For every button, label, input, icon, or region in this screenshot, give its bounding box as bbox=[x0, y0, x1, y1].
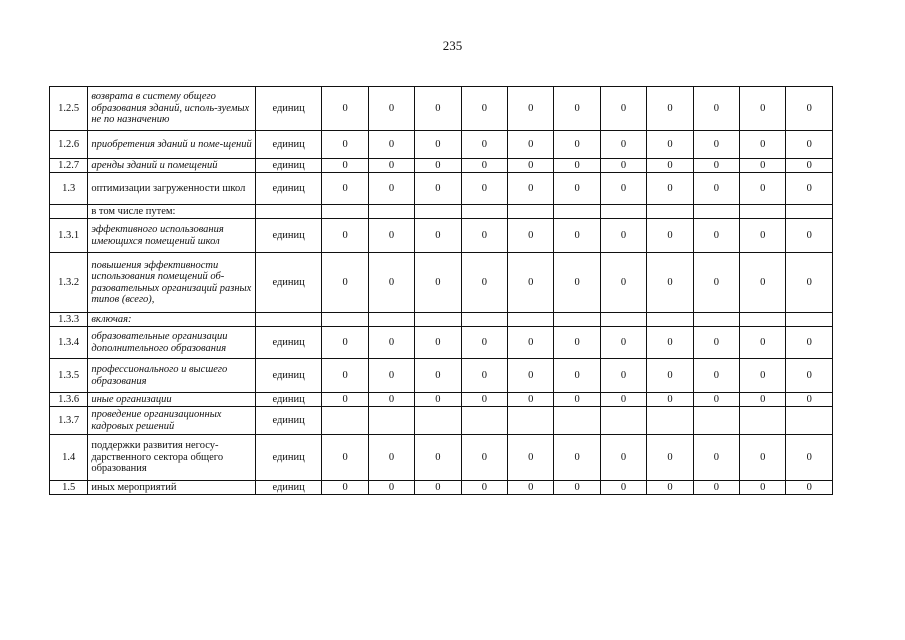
value-cell: 0 bbox=[786, 173, 833, 205]
row-unit: единиц bbox=[255, 359, 322, 393]
value-cell: 0 bbox=[600, 219, 646, 253]
row-description: поддержки развития негосу-дарственного сектора общего образования bbox=[88, 435, 255, 481]
value-cell: 0 bbox=[368, 393, 414, 407]
value-cell: 0 bbox=[368, 253, 414, 313]
value-cell: 0 bbox=[647, 359, 693, 393]
value-cell: 0 bbox=[600, 87, 646, 131]
value-cell: 0 bbox=[461, 435, 507, 481]
value-cell: 0 bbox=[693, 327, 739, 359]
value-cell bbox=[693, 313, 739, 327]
value-cell: 0 bbox=[322, 219, 368, 253]
value-cell: 0 bbox=[647, 393, 693, 407]
table-row bbox=[50, 219, 833, 253]
value-cell: 0 bbox=[415, 87, 461, 131]
row-description: повышения эффективности использования помещений об-разовательных организаций разных типов (всего), bbox=[88, 253, 255, 313]
value-cell: 0 bbox=[693, 359, 739, 393]
row-unit: единиц bbox=[255, 481, 322, 495]
value-cell: 0 bbox=[693, 435, 739, 481]
value-cell: 0 bbox=[786, 481, 833, 495]
value-cell: 0 bbox=[647, 159, 693, 173]
value-cell bbox=[554, 205, 600, 219]
value-cell: 0 bbox=[508, 159, 554, 173]
value-cell: 0 bbox=[786, 87, 833, 131]
value-cell: 0 bbox=[508, 393, 554, 407]
table-row bbox=[50, 131, 833, 159]
value-cell: 0 bbox=[740, 359, 786, 393]
value-cell bbox=[693, 205, 739, 219]
value-cell bbox=[647, 313, 693, 327]
value-cell: 0 bbox=[508, 253, 554, 313]
value-cell: 0 bbox=[322, 87, 368, 131]
value-cell: 0 bbox=[415, 173, 461, 205]
row-description: проведение организационных кадровых решений bbox=[88, 407, 255, 435]
row-number: 1.3.3 bbox=[50, 313, 88, 327]
value-cell bbox=[415, 407, 461, 435]
value-cell bbox=[740, 407, 786, 435]
value-cell bbox=[554, 313, 600, 327]
value-cell: 0 bbox=[508, 435, 554, 481]
value-cell: 0 bbox=[415, 393, 461, 407]
value-cell: 0 bbox=[461, 481, 507, 495]
value-cell: 0 bbox=[786, 131, 833, 159]
row-unit: единиц bbox=[255, 159, 322, 173]
value-cell: 0 bbox=[600, 359, 646, 393]
value-cell: 0 bbox=[508, 359, 554, 393]
value-cell: 0 bbox=[740, 131, 786, 159]
value-cell: 0 bbox=[693, 131, 739, 159]
row-unit: единиц bbox=[255, 87, 322, 131]
row-number: 1.2.6 bbox=[50, 131, 88, 159]
value-cell: 0 bbox=[368, 327, 414, 359]
value-cell: 0 bbox=[600, 327, 646, 359]
row-unit bbox=[255, 313, 322, 327]
value-cell: 0 bbox=[508, 481, 554, 495]
value-cell: 0 bbox=[554, 359, 600, 393]
value-cell: 0 bbox=[600, 131, 646, 159]
value-cell bbox=[322, 205, 368, 219]
value-cell: 0 bbox=[554, 219, 600, 253]
row-number bbox=[50, 205, 88, 219]
table-row bbox=[50, 205, 833, 219]
table-row bbox=[50, 173, 833, 205]
value-cell bbox=[740, 313, 786, 327]
value-cell: 0 bbox=[647, 435, 693, 481]
value-cell: 0 bbox=[415, 435, 461, 481]
row-unit: единиц bbox=[255, 131, 322, 159]
row-number: 1.3.7 bbox=[50, 407, 88, 435]
row-unit: единиц bbox=[255, 407, 322, 435]
value-cell bbox=[647, 407, 693, 435]
table-row bbox=[50, 313, 833, 327]
value-cell: 0 bbox=[554, 435, 600, 481]
value-cell: 0 bbox=[461, 219, 507, 253]
value-cell: 0 bbox=[740, 393, 786, 407]
row-unit: единиц bbox=[255, 253, 322, 313]
value-cell: 0 bbox=[508, 87, 554, 131]
value-cell: 0 bbox=[786, 159, 833, 173]
value-cell bbox=[415, 205, 461, 219]
row-description: образовательные организации дополнительного образования bbox=[88, 327, 255, 359]
value-cell: 0 bbox=[740, 481, 786, 495]
row-unit bbox=[255, 205, 322, 219]
value-cell bbox=[600, 313, 646, 327]
value-cell bbox=[322, 313, 368, 327]
value-cell: 0 bbox=[322, 159, 368, 173]
value-cell: 0 bbox=[554, 173, 600, 205]
value-cell: 0 bbox=[600, 393, 646, 407]
value-cell bbox=[368, 313, 414, 327]
value-cell bbox=[415, 313, 461, 327]
value-cell: 0 bbox=[322, 327, 368, 359]
value-cell: 0 bbox=[554, 253, 600, 313]
value-cell: 0 bbox=[693, 219, 739, 253]
value-cell: 0 bbox=[600, 173, 646, 205]
row-number: 1.3.6 bbox=[50, 393, 88, 407]
value-cell: 0 bbox=[647, 173, 693, 205]
row-unit: единиц bbox=[255, 219, 322, 253]
value-cell: 0 bbox=[508, 327, 554, 359]
value-cell: 0 bbox=[322, 253, 368, 313]
value-cell: 0 bbox=[322, 393, 368, 407]
value-cell bbox=[508, 407, 554, 435]
value-cell bbox=[368, 407, 414, 435]
value-cell bbox=[693, 407, 739, 435]
row-description: включая: bbox=[88, 313, 255, 327]
value-cell: 0 bbox=[368, 481, 414, 495]
value-cell: 0 bbox=[368, 87, 414, 131]
value-cell: 0 bbox=[368, 159, 414, 173]
page-number: 235 bbox=[442, 38, 463, 53]
row-number: 1.5 bbox=[50, 481, 88, 495]
row-description: приобретения зданий и поме-щений bbox=[88, 131, 255, 159]
value-cell: 0 bbox=[461, 131, 507, 159]
table-row bbox=[50, 481, 833, 495]
value-cell: 0 bbox=[368, 173, 414, 205]
row-unit: единиц bbox=[255, 393, 322, 407]
value-cell: 0 bbox=[415, 131, 461, 159]
value-cell: 0 bbox=[740, 435, 786, 481]
value-cell: 0 bbox=[647, 253, 693, 313]
row-unit: единиц bbox=[255, 435, 322, 481]
value-cell: 0 bbox=[322, 435, 368, 481]
value-cell bbox=[322, 407, 368, 435]
value-cell: 0 bbox=[461, 159, 507, 173]
row-description: иные организации bbox=[88, 393, 255, 407]
value-cell: 0 bbox=[600, 435, 646, 481]
value-cell: 0 bbox=[647, 481, 693, 495]
row-description: в том числе путем: bbox=[88, 205, 255, 219]
row-description: аренды зданий и помещений bbox=[88, 159, 255, 173]
value-cell: 0 bbox=[322, 359, 368, 393]
value-cell bbox=[461, 313, 507, 327]
value-cell: 0 bbox=[554, 87, 600, 131]
value-cell: 0 bbox=[554, 159, 600, 173]
row-description: возврата в систему общего образования зданий, исполь-зуемых не по назначению bbox=[88, 87, 255, 131]
value-cell: 0 bbox=[786, 253, 833, 313]
value-cell: 0 bbox=[693, 87, 739, 131]
row-number: 1.3.1 bbox=[50, 219, 88, 253]
value-cell: 0 bbox=[647, 87, 693, 131]
value-cell: 0 bbox=[368, 359, 414, 393]
value-cell: 0 bbox=[693, 253, 739, 313]
value-cell: 0 bbox=[786, 359, 833, 393]
row-number: 1.2.5 bbox=[50, 87, 88, 131]
value-cell: 0 bbox=[322, 481, 368, 495]
row-description: иных мероприятий bbox=[88, 481, 255, 495]
table-row bbox=[50, 159, 833, 173]
value-cell: 0 bbox=[740, 159, 786, 173]
value-cell: 0 bbox=[693, 173, 739, 205]
value-cell: 0 bbox=[415, 159, 461, 173]
value-cell: 0 bbox=[461, 173, 507, 205]
value-cell: 0 bbox=[740, 87, 786, 131]
value-cell: 0 bbox=[693, 159, 739, 173]
table-row bbox=[50, 435, 833, 481]
value-cell bbox=[461, 407, 507, 435]
row-number: 1.3.5 bbox=[50, 359, 88, 393]
value-cell: 0 bbox=[554, 481, 600, 495]
table-row bbox=[50, 327, 833, 359]
value-cell bbox=[600, 205, 646, 219]
value-cell: 0 bbox=[786, 219, 833, 253]
value-cell: 0 bbox=[693, 393, 739, 407]
value-cell: 0 bbox=[554, 327, 600, 359]
value-cell bbox=[554, 407, 600, 435]
row-number: 1.2.7 bbox=[50, 159, 88, 173]
row-description: профессионального и высшего образования bbox=[88, 359, 255, 393]
row-number: 1.3.2 bbox=[50, 253, 88, 313]
table-row bbox=[50, 253, 833, 313]
value-cell: 0 bbox=[368, 435, 414, 481]
value-cell: 0 bbox=[415, 253, 461, 313]
value-cell: 0 bbox=[647, 131, 693, 159]
value-cell bbox=[786, 205, 833, 219]
table-row bbox=[50, 407, 833, 435]
value-cell: 0 bbox=[322, 131, 368, 159]
value-cell: 0 bbox=[508, 173, 554, 205]
table-row bbox=[50, 393, 833, 407]
table-row bbox=[50, 87, 833, 131]
value-cell: 0 bbox=[508, 219, 554, 253]
value-cell: 0 bbox=[415, 219, 461, 253]
value-cell: 0 bbox=[461, 87, 507, 131]
value-cell: 0 bbox=[554, 393, 600, 407]
value-cell: 0 bbox=[740, 173, 786, 205]
row-unit: единиц bbox=[255, 327, 322, 359]
value-cell bbox=[786, 313, 833, 327]
value-cell: 0 bbox=[786, 435, 833, 481]
value-cell: 0 bbox=[600, 159, 646, 173]
value-cell: 0 bbox=[647, 219, 693, 253]
value-cell: 0 bbox=[415, 327, 461, 359]
value-cell: 0 bbox=[368, 219, 414, 253]
row-unit: единиц bbox=[255, 173, 322, 205]
value-cell bbox=[508, 205, 554, 219]
value-cell: 0 bbox=[368, 131, 414, 159]
value-cell bbox=[786, 407, 833, 435]
value-cell: 0 bbox=[508, 131, 554, 159]
value-cell: 0 bbox=[786, 393, 833, 407]
value-cell: 0 bbox=[740, 219, 786, 253]
value-cell: 0 bbox=[740, 253, 786, 313]
value-cell bbox=[461, 205, 507, 219]
value-cell: 0 bbox=[461, 327, 507, 359]
value-cell: 0 bbox=[786, 327, 833, 359]
row-number: 1.3 bbox=[50, 173, 88, 205]
value-cell bbox=[368, 205, 414, 219]
value-cell: 0 bbox=[322, 173, 368, 205]
table-row bbox=[50, 359, 833, 393]
row-description: эффективного использования имеющихся помещений школ bbox=[88, 219, 255, 253]
value-cell: 0 bbox=[600, 253, 646, 313]
value-cell: 0 bbox=[461, 359, 507, 393]
value-cell: 0 bbox=[415, 359, 461, 393]
value-cell: 0 bbox=[740, 327, 786, 359]
value-cell: 0 bbox=[647, 327, 693, 359]
value-cell bbox=[600, 407, 646, 435]
value-cell: 0 bbox=[461, 253, 507, 313]
value-cell: 0 bbox=[693, 481, 739, 495]
data-table bbox=[49, 86, 833, 495]
value-cell: 0 bbox=[415, 481, 461, 495]
row-number: 1.3.4 bbox=[50, 327, 88, 359]
value-cell: 0 bbox=[554, 131, 600, 159]
value-cell bbox=[508, 313, 554, 327]
value-cell: 0 bbox=[600, 481, 646, 495]
value-cell: 0 bbox=[461, 393, 507, 407]
row-description: оптимизации загруженности школ bbox=[88, 173, 255, 205]
row-number: 1.4 bbox=[50, 435, 88, 481]
value-cell bbox=[647, 205, 693, 219]
value-cell bbox=[740, 205, 786, 219]
